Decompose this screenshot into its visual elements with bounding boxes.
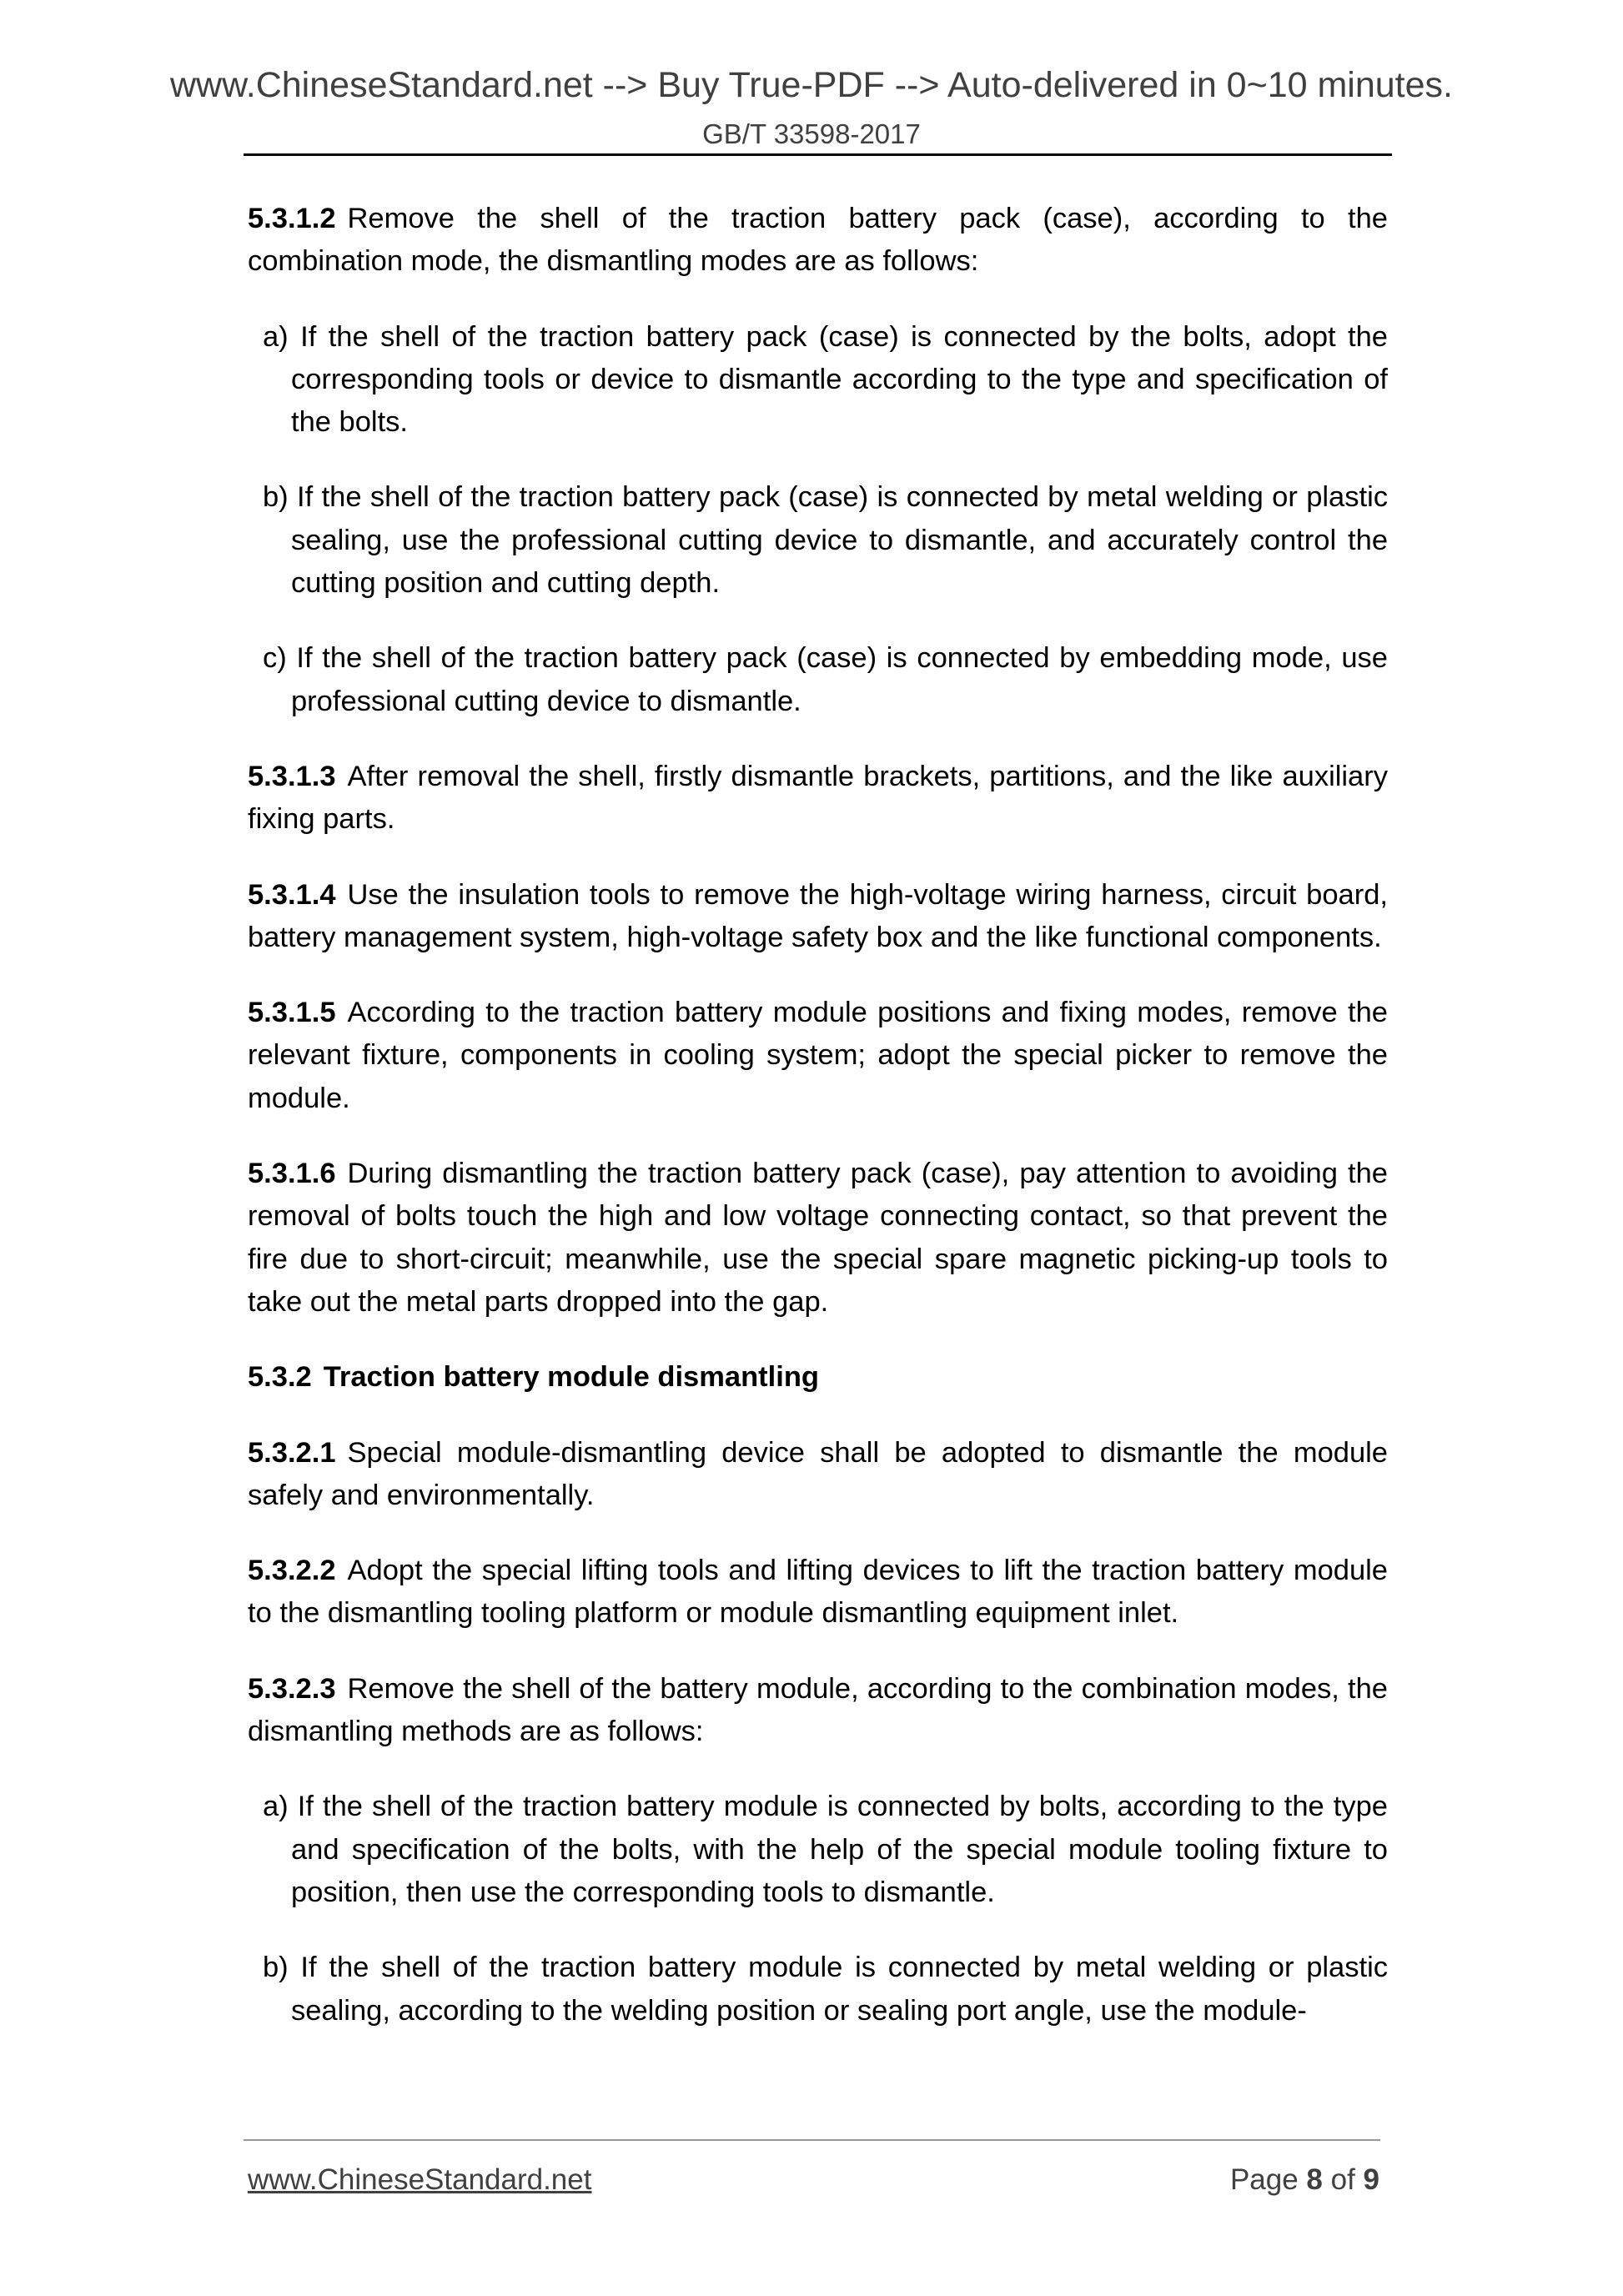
clause-number: 5.3.1.3 [248,760,336,792]
clause-number: 5.3.2.2 [248,1555,336,1587]
heading-number: 5.3.2 [248,1361,312,1394]
clause-paragraph [248,756,1388,842]
clause-number: 5.3.1.2 [248,203,336,234]
clause-text: Use the insulation tools to remove the high-voltage wiring harness, circuit board, battery management system, high-voltage safety box and the like functional components. [248,878,1388,953]
clause-paragraph [248,198,1388,284]
page-of: of [1322,2163,1364,2196]
clause-paragraph [248,874,1388,960]
clause-number: 5.3.1.5 [248,997,336,1029]
heading-text: Traction battery module dismantling [323,1361,819,1394]
standard-id: GB/T 33598-2017 [702,118,921,149]
clause-text: Remove the shell of the battery module, according to the combination modes, the dismantling methods are as follows: [248,1672,1388,1748]
clause-text: Special module-dismantling device shall be adopted to dismantle the module safely and environmentally. [248,1436,1388,1511]
list-item: a) If the shell of the traction battery module is connected by bolts, according to the type and specification of the bolts, with the help of the special module tooling fixture to position, then use the corresponding tools to dismantle. [263,1791,1388,1908]
clause-number: 5.3.2.1 [248,1436,336,1469]
list-item: b) If the shell of the traction battery pack (case) is connected by metal welding or plastic sealing, use the professional cutting device to dismantle, and accurately control the cutting position and cutting depth. [263,481,1388,600]
clause-number: 5.3.1.6 [248,1158,336,1190]
clause-text: After removal the shell, firstly dismantle brackets, partitions, and the like auxiliary fixing parts. [248,760,1388,836]
clause-paragraph [248,1432,1388,1518]
clause-paragraph [248,1153,1388,1324]
document-body [248,198,1388,2065]
clause-paragraph [248,1668,1388,1754]
page-indicator [1230,2163,1379,2197]
list-item: c) If the shell of the traction battery pack (case) is connected by embedding mode, use professional cutting device to dismantle. [263,642,1388,717]
list-item: b) If the shell of the traction battery module is connected by metal welding or plastic sealing, according to the welding position or sealing port angle, use the module- [263,1952,1388,2027]
page-current: 8 [1306,2163,1323,2196]
list-item: a) If the shell of the traction battery pack (case) is connected by the bolts, adopt the corresponding tools or device to dismantle according to the type and specification of the bolts. [263,320,1388,439]
header-banner: www.ChineseStandard.net --> Buy True-PDF --> Auto-delivered in 0~10 minutes. [169,65,1453,105]
clause-number: 5.3.2.3 [248,1672,336,1705]
clause-paragraph [248,1550,1388,1635]
header-divider [244,153,1392,156]
clause-text: Remove the shell of the traction battery pack (case), according to the combination mode, the dismantling modes are as follows: [248,203,1388,278]
section-heading [248,1356,1388,1399]
footer-divider [244,2139,1380,2141]
clause-text: According to the traction battery module positions and fixing modes, remove the relevant fixture, components in cooling system; adopt the special picker to remove the module. [248,997,1388,1114]
clause-text: Adopt the special lifting tools and lifting devices to lift the traction battery module to the dismantling tooling platform or module dismantling equipment inlet. [248,1555,1388,1630]
page-total: 9 [1363,2163,1379,2196]
footer-link[interactable]: www.ChineseStandard.net [248,2163,592,2196]
clause-text: During dismantling the traction battery pack (case), pay attention to avoiding the removal of bolts touch the high and low voltage connecting contact, so that prevent the fire due to short-circuit; meanwhile, use the special spare magnetic picking-up tools to take out the metal parts dropped into the gap. [248,1158,1388,1318]
clause-number: 5.3.1.4 [248,878,336,911]
clause-paragraph [248,992,1388,1120]
page-prefix: Page [1229,2163,1307,2196]
